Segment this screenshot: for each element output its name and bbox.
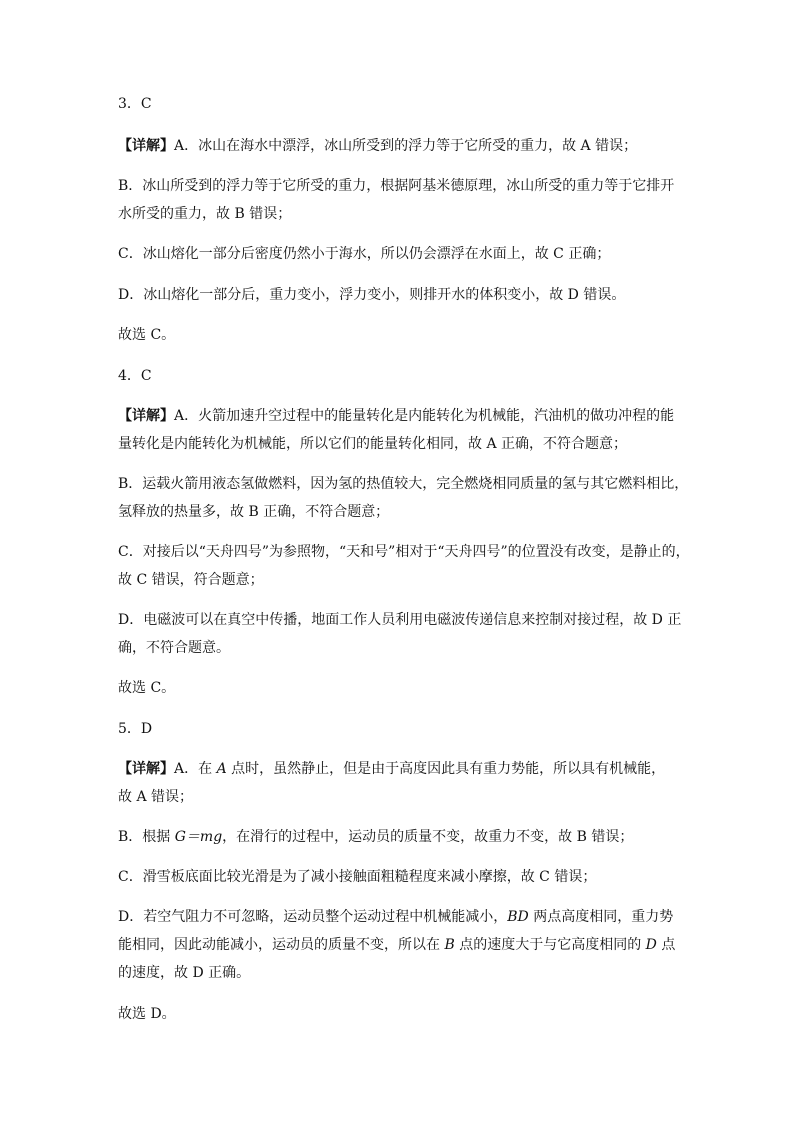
- q5-option-b-post: ，在滑行的过程中，运动员的质量不变，故重力不变，故 B 错误；: [222, 829, 634, 845]
- q3-number: 3．C: [118, 96, 152, 112]
- q4-explanation-c: [118, 538, 690, 594]
- q5-point-b: B: [444, 937, 455, 953]
- q4-answer: 故选 C。: [118, 680, 176, 696]
- q3-option-b-line1: B．冰山所受到的浮力等于它所受的重力，根据阿基米德原理，冰山所受的重力等于它排开: [118, 178, 675, 194]
- q4-option-d-line2: 确，不符合题意。: [118, 640, 230, 656]
- q5-option-d-line3: 的速度，故 D 正确。: [118, 965, 251, 981]
- q4-option-b-line1: B．运载火箭用液态氢做燃料，因为氢的热值较大，完全燃烧相同质量的氢与其它燃料相比，: [118, 476, 689, 492]
- q5-detail-label: 【详解】: [118, 761, 174, 777]
- q5-explanation-d: [118, 903, 678, 987]
- q4-option-c-line1: C．对接后以“天舟四号”为参照物，“天和号”相对于“天舟四号”的位置没有改变，是静止的，: [118, 544, 690, 560]
- q4-explanation-a: [118, 402, 678, 458]
- q5-option-d2-post: 点: [656, 937, 676, 953]
- q5-explanation-b: [118, 823, 678, 851]
- q5-gravity-formula: G＝mg: [174, 829, 223, 845]
- q5-option-d-pre: D．若空气阻力不可忽略，运动员整个运动过程中机械能减小，: [118, 909, 508, 925]
- q3-explanation-b: [118, 172, 678, 228]
- q4-explanation-b: [118, 470, 689, 526]
- q5-option-d-line2: [118, 931, 678, 959]
- q5-answer: 故选 D。: [118, 1006, 176, 1022]
- q4-option-a-line1: [118, 402, 678, 430]
- q5-explanation-a: [118, 755, 678, 811]
- q5-points-bd: BD: [507, 909, 529, 925]
- q5-option-a-pre: A．在: [174, 761, 217, 777]
- q5-option-d-line1: [118, 903, 678, 931]
- q4-number: 4．C: [118, 368, 152, 384]
- q5-option-d2-mid: 点的速度大于与它高度相同的: [454, 937, 646, 953]
- q4-detail-label: 【详解】: [118, 408, 174, 424]
- q4-option-a-text1: A．火箭加速升空过程中的能量转化是内能转化为机械能，汽油机的做功冲程的能: [174, 408, 675, 424]
- q3-explanation-a: [118, 132, 678, 160]
- q4-option-c-line2: 故 C 错误，符合题意；: [118, 572, 264, 588]
- q5-option-d-post: 两点高度相同，重力势: [528, 909, 674, 925]
- q4-option-b-line2: 氢释放的热量多，故 B 正确，不符合题意；: [118, 504, 390, 520]
- q5-option-a-line1: [118, 755, 678, 783]
- q5-explanation-c: C．滑雪板底面比较光滑是为了减小接触面粗糙程度来减小摩擦，故 C 错误；: [118, 869, 597, 885]
- q3-explanation-d: D．冰山熔化一部分后，重力变小，浮力变小，则排开水的体积变小，故 D 错误。: [118, 287, 626, 303]
- q5-option-b-pre: B．根据: [118, 829, 175, 845]
- q5-point-a: A: [216, 761, 227, 777]
- q4-option-a-line2: 量转化是内能转化为机械能，所以它们的能量转化相同，故 A 正确，不符合题意；: [118, 436, 628, 452]
- q5-option-a-line2: 故 A 错误；: [118, 789, 194, 805]
- q4-explanation-d: [118, 606, 682, 662]
- q3-explanation-c: C．冰山熔化一部分后密度仍然小于海水，所以仍会漂浮在水面上，故 C 正确；: [118, 246, 611, 262]
- q5-option-d2-pre: 能相同，因此动能减小，运动员的质量不变，所以在: [118, 937, 445, 953]
- q3-answer: 故选 C。: [118, 327, 176, 343]
- q5-point-d: D: [645, 937, 657, 953]
- q3-detail-label: 【详解】: [118, 138, 174, 154]
- q5-option-a-post: 点时，虽然静止，但是由于高度因此具有重力势能，所以具有机械能，: [226, 761, 666, 777]
- q5-number: 5．D: [118, 721, 153, 737]
- q4-option-d-line1: D．电磁波可以在真空中传播，地面工作人员利用电磁波传递信息来控制对接过程，故 D 正: [118, 612, 682, 628]
- q3-option-b-line2: 水所受的重力，故 B 错误；: [118, 206, 292, 222]
- q3-option-a-text: A．冰山在海水中漂浮，冰山所受到的浮力等于它所受的重力，故 A 错误；: [174, 138, 638, 154]
